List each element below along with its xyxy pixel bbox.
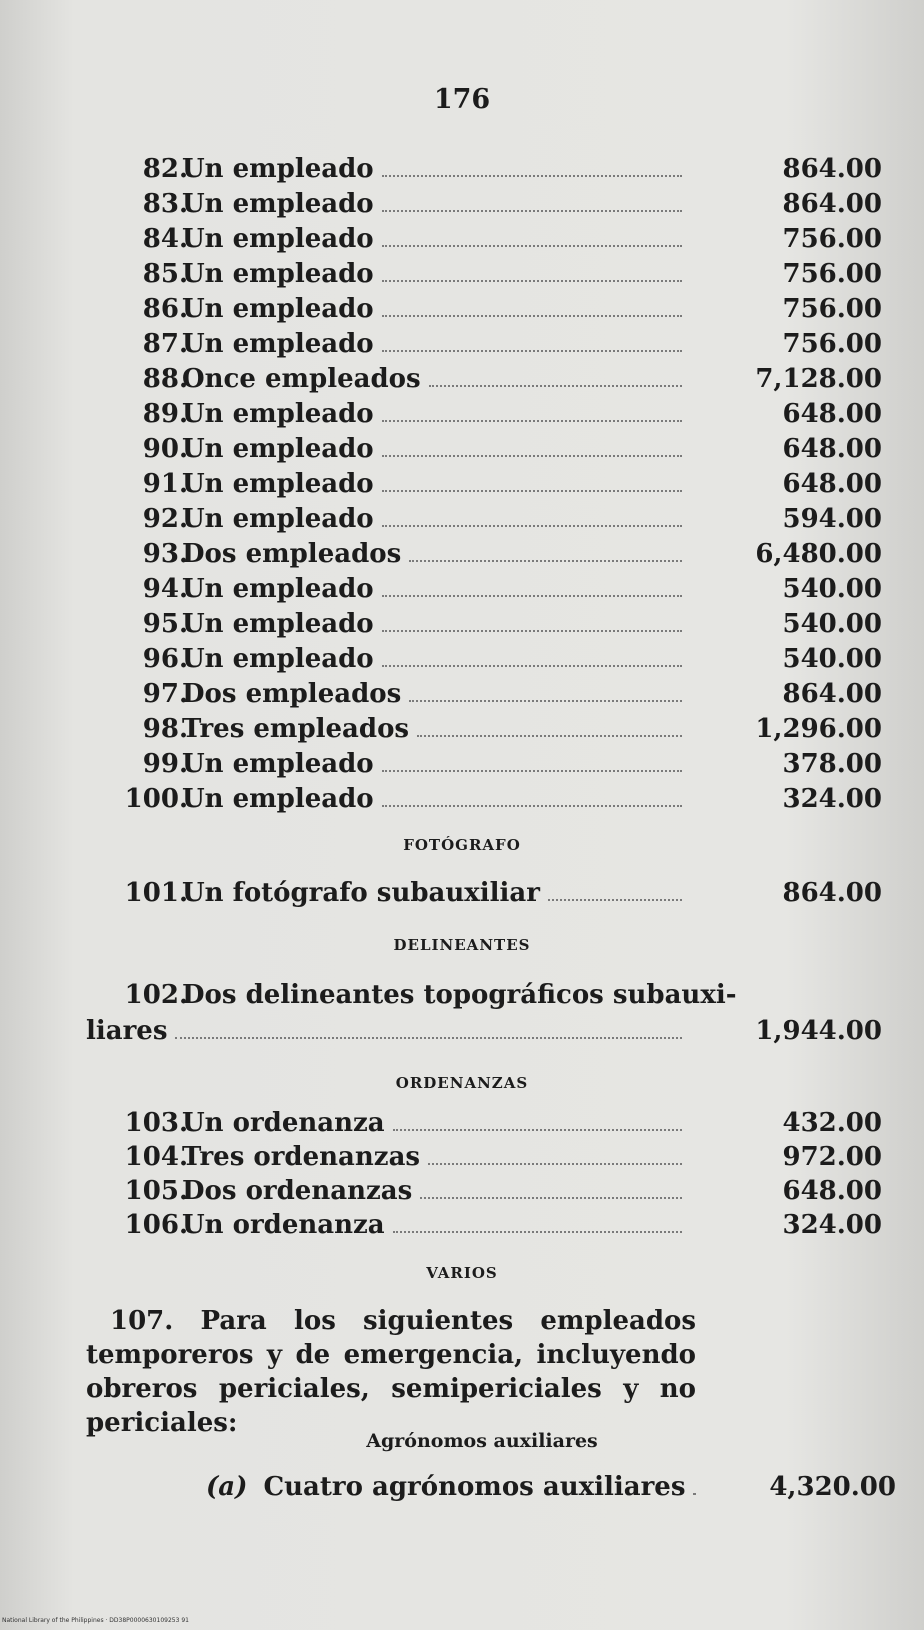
item-amount: 864.00 — [782, 154, 882, 184]
list-item-continuation — [0, 1014, 924, 1048]
item-number: 100. — [124, 784, 188, 814]
item-description: Un empleado — [182, 329, 374, 359]
item-amount: 648.00 — [782, 434, 882, 464]
dot-leader — [175, 1036, 682, 1039]
item-amount: 1,944.00 — [755, 1016, 882, 1046]
item-number: 93. — [142, 539, 188, 569]
item-amount: 540.00 — [782, 644, 882, 674]
dot-leader — [382, 419, 682, 422]
dot-leader — [382, 454, 682, 457]
item-description: Un empleado — [182, 189, 374, 219]
list-item — [0, 642, 924, 676]
item-amount: 648.00 — [782, 469, 882, 499]
item-description: Un fotógrafo subauxiliar — [182, 878, 540, 908]
item-description: Un empleado — [182, 644, 374, 674]
item-description: Un empleado — [182, 224, 374, 254]
dot-leader — [420, 1196, 682, 1199]
list-item — [0, 327, 924, 361]
list-item — [0, 712, 924, 746]
dot-leader — [429, 384, 682, 387]
item-amount: 864.00 — [782, 189, 882, 219]
item-amount: 756.00 — [782, 329, 882, 359]
section-heading-ordenanzas: ORDENANZAS — [395, 1074, 529, 1092]
list-item — [0, 607, 924, 641]
list-item — [0, 187, 924, 221]
item-number: 104. — [124, 1142, 188, 1172]
dot-leader — [409, 699, 682, 702]
section-heading-varios: VARIOS — [426, 1264, 498, 1282]
item-description-line2: liares — [86, 1016, 168, 1046]
item-number: 84. — [142, 224, 188, 254]
item-description: Un empleado — [182, 154, 374, 184]
item-description: Un empleado — [182, 784, 374, 814]
list-item — [0, 397, 924, 431]
item-number: 91. — [142, 469, 188, 499]
item-description: Dos empleados — [182, 539, 402, 569]
item-number: 89. — [142, 399, 188, 429]
list-item — [0, 467, 924, 501]
list-item — [0, 257, 924, 291]
dot-leader — [382, 594, 682, 597]
item-amount: 864.00 — [782, 679, 882, 709]
item-amount: 756.00 — [782, 224, 882, 254]
item-amount: 594.00 — [782, 504, 882, 534]
item-amount: 4,320.00 — [769, 1472, 896, 1502]
dot-leader — [428, 1162, 682, 1165]
dot-leader — [382, 629, 682, 632]
dot-leader — [382, 489, 682, 492]
dot-leader — [393, 1128, 682, 1131]
item-description: Cuatro agrónomos auxiliares — [263, 1472, 686, 1502]
list-item — [0, 1208, 924, 1242]
item-number: 88. — [142, 364, 188, 394]
item-description: Un empleado — [182, 259, 374, 289]
dot-leader — [693, 1492, 694, 1495]
page-number: 176 — [433, 84, 491, 115]
item-description: Tres empleados — [182, 714, 410, 744]
item-description: Once empleados — [182, 364, 421, 394]
item-amount: 648.00 — [782, 399, 882, 429]
dot-leader — [382, 349, 682, 352]
item-amount: 648.00 — [782, 1176, 882, 1206]
item-description: Un ordenanza — [182, 1108, 385, 1138]
item-number: 99. — [142, 749, 188, 779]
item-description: Un empleado — [182, 609, 374, 639]
item-number: 87. — [142, 329, 188, 359]
item-description: Un empleado — [182, 749, 374, 779]
item-description: Dos ordenanzas — [182, 1176, 413, 1206]
dot-leader — [382, 314, 682, 317]
dot-leader — [393, 1230, 682, 1233]
dot-leader — [548, 898, 682, 901]
list-item — [0, 502, 924, 536]
item-amount: 864.00 — [782, 878, 882, 908]
list-item — [0, 292, 924, 326]
item-number: 98. — [142, 714, 188, 744]
item-amount: 540.00 — [782, 609, 882, 639]
dot-leader — [409, 559, 682, 562]
item-description: Dos empleados — [182, 679, 402, 709]
list-item — [0, 1106, 924, 1140]
dot-leader — [382, 769, 682, 772]
item-amount: 324.00 — [782, 1210, 882, 1240]
list-item — [0, 677, 924, 711]
dot-leader — [382, 244, 682, 247]
item-number: 82. — [142, 154, 188, 184]
dot-leader — [417, 734, 682, 737]
item-description: Un empleado — [182, 294, 374, 324]
item-amount: 6,480.00 — [755, 539, 882, 569]
item-number: 103. — [124, 1108, 188, 1138]
scan-footer: National Library of the Philippines · DD38P0000630109253 91 — [2, 1617, 189, 1624]
list-item — [0, 1174, 924, 1208]
section-heading-fotografo: FOTÓGRAFO — [403, 836, 521, 854]
item-description: Un empleado — [182, 399, 374, 429]
item-description-line1: Dos delineantes topográficos subauxi- — [182, 980, 737, 1010]
item-number: 95. — [142, 609, 188, 639]
item-number: 96. — [142, 644, 188, 674]
item-number: 102. — [124, 980, 188, 1010]
item-description: Tres ordenanzas — [182, 1142, 421, 1172]
paragraph-107: 107. Para los siguientes empleados temporeros y de emergencia, incluyendo obreros periciales, semipericiales y no periciales: — [86, 1306, 696, 1438]
item-amount: 7,128.00 — [755, 364, 882, 394]
dot-leader — [382, 279, 682, 282]
list-item — [0, 1470, 924, 1504]
item-number: 106. — [124, 1210, 188, 1240]
item-number: 85. — [142, 259, 188, 289]
item-number: 90. — [142, 434, 188, 464]
item-number: 92. — [142, 504, 188, 534]
item-description: Un ordenanza — [182, 1210, 385, 1240]
item-amount: 324.00 — [782, 784, 882, 814]
item-amount: 972.00 — [782, 1142, 882, 1172]
item-amount: 540.00 — [782, 574, 882, 604]
item-description: Un empleado — [182, 504, 374, 534]
list-item — [0, 222, 924, 256]
dot-leader — [382, 209, 682, 212]
item-amount: 1,296.00 — [755, 714, 882, 744]
item-amount: 756.00 — [782, 259, 882, 289]
item-number: 83. — [142, 189, 188, 219]
list-item — [0, 432, 924, 466]
item-amount: 756.00 — [782, 294, 882, 324]
item-amount: 432.00 — [782, 1108, 882, 1138]
subheading-agronomos: Agrónomos auxiliares — [366, 1430, 598, 1452]
list-item — [0, 152, 924, 186]
item-description: Un empleado — [182, 574, 374, 604]
item-number: 94. — [142, 574, 188, 604]
item-description: Un empleado — [182, 469, 374, 499]
item-number: 97. — [142, 679, 188, 709]
list-item — [0, 362, 924, 396]
dot-leader — [382, 664, 682, 667]
list-item — [0, 1140, 924, 1174]
dot-leader — [382, 524, 682, 527]
item-amount: 378.00 — [782, 749, 882, 779]
list-item — [0, 747, 924, 781]
list-item — [0, 978, 924, 1012]
item-number: 105. — [124, 1176, 188, 1206]
list-item — [0, 572, 924, 606]
list-item — [0, 876, 924, 910]
list-item — [0, 782, 924, 816]
dot-leader — [382, 804, 682, 807]
item-number: 101. — [124, 878, 188, 908]
item-label: (a) — [206, 1472, 248, 1502]
section-heading-delineantes: DELINEANTES — [393, 936, 531, 954]
item-description: Un empleado — [182, 434, 374, 464]
list-item — [0, 537, 924, 571]
dot-leader — [382, 174, 682, 177]
item-number: 86. — [142, 294, 188, 324]
